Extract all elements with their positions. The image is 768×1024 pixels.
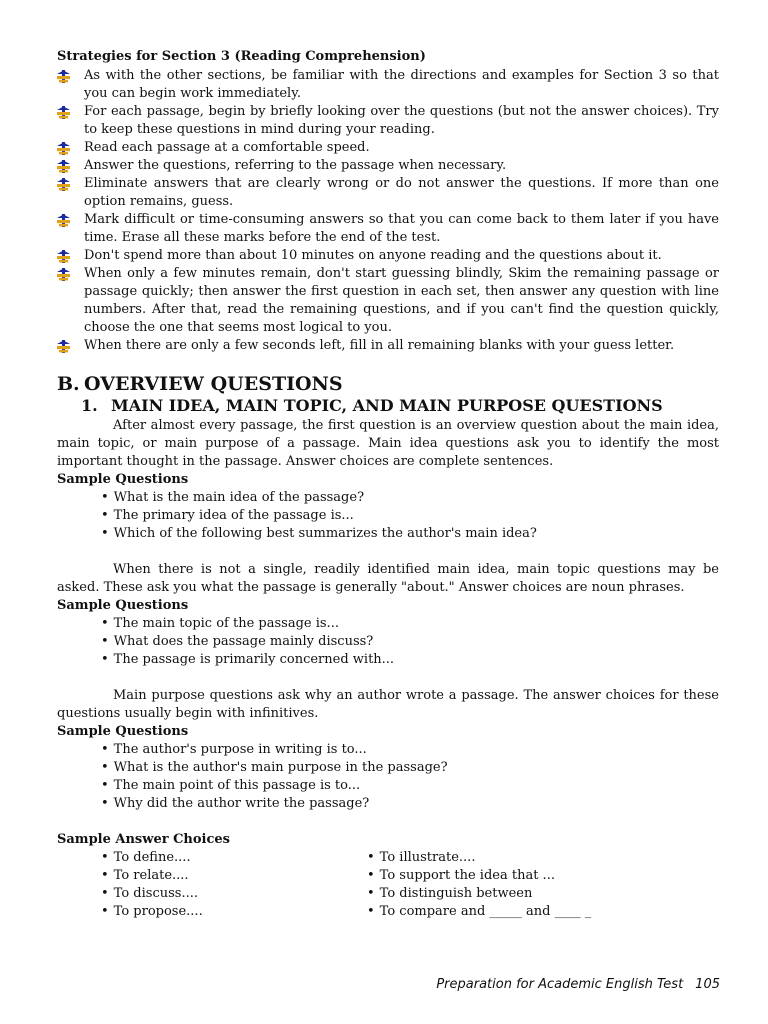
list-item: • The main point of this passage is to...: [101, 777, 719, 795]
sample-questions-label: Sample Questions: [57, 724, 189, 739]
arrow-bullet-icon: [57, 250, 71, 263]
strategy-text: When there are only a few seconds left, fill in all remaining blanks with your guess letter.: [84, 338, 675, 353]
main-topic-questions: [57, 615, 719, 669]
strategy-text: Eliminate answers that are clearly wrong or do not answer the questions. If more than one option remains, guess.: [84, 176, 719, 209]
section-title: OVERVIEW QUESTIONS: [84, 373, 343, 395]
strategies-list: [57, 67, 719, 355]
list-item: • To propose....: [101, 903, 367, 921]
arrow-bullet-icon: [57, 70, 71, 83]
strategy-text: As with the other sections, be familiar with the directions and examples for Section 3 so that you can begin work immediately.: [84, 68, 719, 101]
strategy-item: [57, 337, 719, 355]
sample-questions-label: Sample Questions: [57, 472, 189, 487]
main-purpose-intro: Main purpose questions ask why an author wrote a passage. The answer choices for these questions usually begin with infinitives.: [57, 688, 719, 721]
answer-choices-label: Sample Answer Choices: [57, 832, 230, 847]
list-item: • To define....: [101, 849, 367, 867]
arrow-bullet-icon: [57, 214, 71, 227]
subsection-heading: [81, 395, 719, 417]
strategy-item: [57, 67, 719, 103]
arrow-bullet-icon: [57, 340, 71, 353]
strategy-item: [57, 211, 719, 247]
list-item: • To discuss....: [101, 885, 367, 903]
book-title: Preparation for Academic English Test: [436, 977, 684, 992]
strategy-text: Answer the questions, referring to the passage when necessary.: [84, 158, 507, 173]
page-footer: [436, 976, 720, 994]
strategy-item: [57, 103, 719, 139]
list-item: • The main topic of the passage is...: [101, 615, 719, 633]
list-item: • What is the author's main purpose in the passage?: [101, 759, 719, 777]
list-item: • To support the idea that ...: [367, 867, 633, 885]
strategy-item: [57, 139, 719, 157]
arrow-bullet-icon: [57, 106, 71, 119]
main-idea-intro: After almost every passage, the first question is an overview question about the main idea, main topic, or main purpose of a passage. Main idea questions ask you to identify the most important thought in the passage. Answer choices are complete sentences.: [57, 418, 719, 469]
strategy-text: Read each passage at a comfortable speed.: [84, 140, 370, 155]
strategy-item: [57, 247, 719, 265]
arrow-bullet-icon: [57, 160, 71, 173]
strategy-text: When only a few minutes remain, don't start guessing blindly, Skim the remaining passage or passage quickly; then answer the first question in each set, then answer any question with line numbers. After that, read the remaining questions, and if you can't find the question quickly, choose the one that seems most logical to you.: [84, 266, 719, 335]
list-item: • Which of the following best summarizes the author's main idea?: [101, 525, 719, 543]
list-item: • The author's purpose in writing is to...: [101, 741, 719, 759]
strategies-title: Strategies for Section 3 (Reading Comprehension): [57, 49, 426, 64]
answer-choices-right: [367, 849, 633, 921]
list-item: • The passage is primarily concerned with...: [101, 651, 719, 669]
main-purpose-questions: [57, 741, 719, 813]
list-item: • What is the main idea of the passage?: [101, 489, 719, 507]
list-item: • What does the passage mainly discuss?: [101, 633, 719, 651]
main-idea-questions: [57, 489, 719, 543]
arrow-bullet-icon: [57, 142, 71, 155]
arrow-bullet-icon: [57, 268, 71, 281]
strategy-text: Mark difficult or time-consuming answers so that you can come back to them later if you have time. Erase all these marks before the end of the test.: [84, 212, 719, 245]
strategy-item: [57, 157, 719, 175]
sample-questions-label: Sample Questions: [57, 598, 189, 613]
strategy-text: Don't spend more than about 10 minutes on anyone reading and the questions about it.: [84, 248, 662, 263]
list-item: • To illustrate....: [367, 849, 633, 867]
subsection-number: 1.: [81, 396, 98, 415]
strategy-text: For each passage, begin by briefly looking over the questions (but not the answer choices). Try to keep these questions in mind during your reading.: [84, 104, 719, 137]
answer-choices: [57, 849, 719, 921]
strategy-item: [57, 265, 719, 337]
main-topic-intro: When there is not a single, readily identified main idea, main topic questions may be asked. These ask you what the passage is generally "about." Answer choices are noun phrases.: [57, 562, 719, 595]
list-item: • The primary idea of the passage is...: [101, 507, 719, 525]
section-letter: B.: [57, 373, 80, 395]
page-number: 105: [695, 977, 720, 992]
subsection-title: MAIN IDEA, MAIN TOPIC, AND MAIN PURPOSE QUESTIONS: [111, 396, 663, 415]
list-item: • To relate....: [101, 867, 367, 885]
list-item: • To compare and _____ and ____ _: [367, 903, 633, 921]
arrow-bullet-icon: [57, 178, 71, 191]
list-item: • Why did the author write the passage?: [101, 795, 719, 813]
list-item: • To distinguish between: [367, 885, 633, 903]
answer-choices-left: [57, 849, 367, 921]
page-content: [57, 48, 719, 921]
section-b-heading: [57, 372, 719, 396]
strategy-item: [57, 175, 719, 211]
